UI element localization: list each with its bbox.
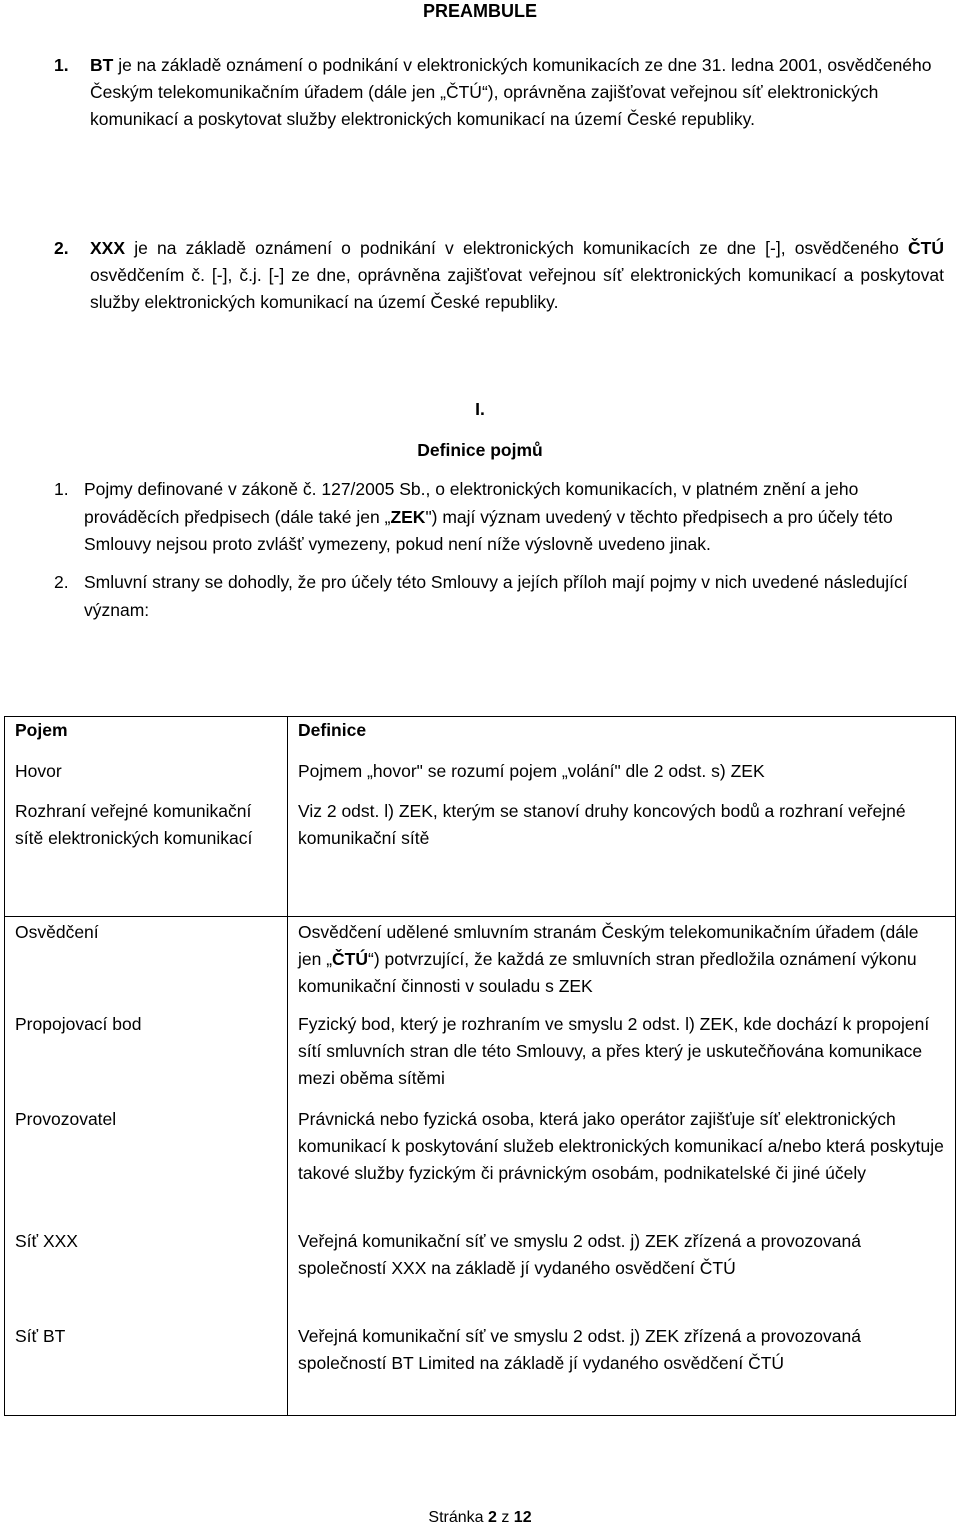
preamble-paragraph-2 — [54, 235, 944, 375]
term-cell: Propojovací bod — [5, 1011, 288, 1106]
definition-body-2: Smluvní strany se dohodly, že pro účely této Smlouvy a jejích příloh mají pojmy v nich uvedené následující význam: — [84, 572, 908, 620]
preamble-text-1: je na základě oznámení o podnikání v elektronických komunikacích ze dne 31. ledna 2001, osvědčeného Českým telekomunikačním úřadem (dále jen „ČTÚ“), oprávněna zajišťovat veřejnou síť elektronických komunikací a poskytovat služby elektronických komunikací na území České republiky. — [90, 55, 932, 130]
definitions-table — [4, 716, 956, 1416]
definition-text-a: Osvědčení udělené smluvním stranám Českým telekomunikačním úřadem (dále jen „ — [298, 922, 919, 970]
table-row — [5, 1323, 956, 1416]
table-row — [5, 758, 956, 798]
term-cell: Rozhraní veřejné komunikační sítě elektronických komunikací — [5, 798, 288, 917]
table-row — [5, 917, 956, 1011]
ctu-abbr: ČTÚ — [332, 949, 369, 970]
preamble-paragraph-1 — [54, 52, 944, 192]
definition-cell: Viz 2 odst. l) ZEK, kterým se stanoví druhy koncových bodů a rozhraní veřejné komunikační sítě — [298, 800, 906, 848]
term-cell: Síť BT — [5, 1323, 288, 1416]
definition-cell — [288, 917, 956, 1011]
definition-paragraph-2 — [54, 569, 954, 629]
preamble-body-1 — [90, 52, 944, 134]
header-definition: Definice — [298, 720, 367, 740]
preamble-number-2: 2. — [54, 238, 69, 258]
preamble-body-2 — [90, 235, 944, 317]
term-cell: Síť XXX — [5, 1228, 288, 1323]
preamble-text-2a: je na základě oznámení o podnikání v elektronických komunikacích ze dne [-], osvědčeného — [125, 238, 909, 258]
page-footer — [0, 1509, 960, 1527]
table-row — [5, 798, 956, 917]
definition-paragraph-1 — [54, 476, 954, 566]
section-heading: Definice pojmů — [417, 440, 543, 460]
definition-number-1: 1. — [54, 479, 69, 499]
definition-cell: Fyzický bod, který je rozhraním ve smyslu 2 odst. l) ZEK, kde dochází k propojení sítí smluvních stran dle této Smlouvy, a přes který je uskutečňována komunikace mezi oběma sítěmi — [298, 1013, 930, 1088]
footer-of: z — [501, 1509, 510, 1526]
party-xxx: XXX — [90, 238, 126, 258]
footer-total-pages: 12 — [513, 1509, 532, 1526]
ctu-abbr: ČTÚ — [908, 238, 944, 258]
definition-body-1 — [84, 476, 950, 559]
definition-text-1b: ") mají význam uvedený v těchto předpisech a pro účely této Smlouvy nejsou proto zvlášť vymezeny, pokud není níže výslovně uvedeno jinak. — [84, 506, 893, 554]
footer-label: Stránka — [428, 1509, 484, 1526]
term-cell: Hovor — [5, 758, 288, 798]
zek-abbr: ZEK — [390, 506, 426, 527]
definition-cell: Pojmem „hovor" se rozumí pojem „volání" dle 2 odst. s) ZEK — [298, 760, 765, 781]
section-numeral: I. — [475, 399, 485, 419]
definition-cell: Veřejná komunikační síť ve smyslu 2 odst. j) ZEK zřízená a provozovaná společností BT Limited na základě jí vydaného osvědčení ČTÚ — [298, 1325, 861, 1373]
page-title: PREAMBULE — [422, 1, 537, 21]
table-row — [5, 1228, 956, 1323]
table-row — [5, 1011, 956, 1106]
preamble-text-2b: osvědčením č. [-], č.j. [-] ze dne, oprávněna zajišťovat veřejnou síť elektronických komunikací a poskytovat služby elektronických komunikací na území České republiky. — [90, 265, 944, 313]
table-header-row — [5, 717, 956, 758]
term-cell: Osvědčení — [5, 917, 288, 1011]
party-bt: BT — [90, 55, 114, 75]
definition-cell: Právnická nebo fyzická osoba, která jako operátor zajišťuje síť elektronických komunikací k poskytování služeb elektronických komunikací a/nebo která poskytuje takové služby fyzickým či právnickým osobám, podnikatelské či jiné účely — [298, 1108, 944, 1183]
definition-cell: Veřejná komunikační síť ve smyslu 2 odst. j) ZEK zřízená a provozovaná společností XXX na základě jí vydaného osvědčení ČTÚ — [298, 1230, 861, 1278]
definition-text-b: “) potvrzující, že každá ze smluvních stran předložila oznámení výkonu komunikační činnosti v souladu s ZEK — [298, 949, 917, 997]
footer-current-page: 2 — [487, 1509, 497, 1526]
definition-text-1a: Pojmy definované v zákoně č. 127/2005 Sb., o elektronických komunikacích, v platném znění a jeho prováděcích předpisech (dále také jen „ — [84, 479, 859, 527]
table-row — [5, 1106, 956, 1228]
preamble-number-1: 1. — [54, 55, 69, 75]
term-cell: Provozovatel — [5, 1106, 288, 1228]
header-term: Pojem — [5, 717, 288, 758]
definition-number-2: 2. — [54, 572, 69, 592]
